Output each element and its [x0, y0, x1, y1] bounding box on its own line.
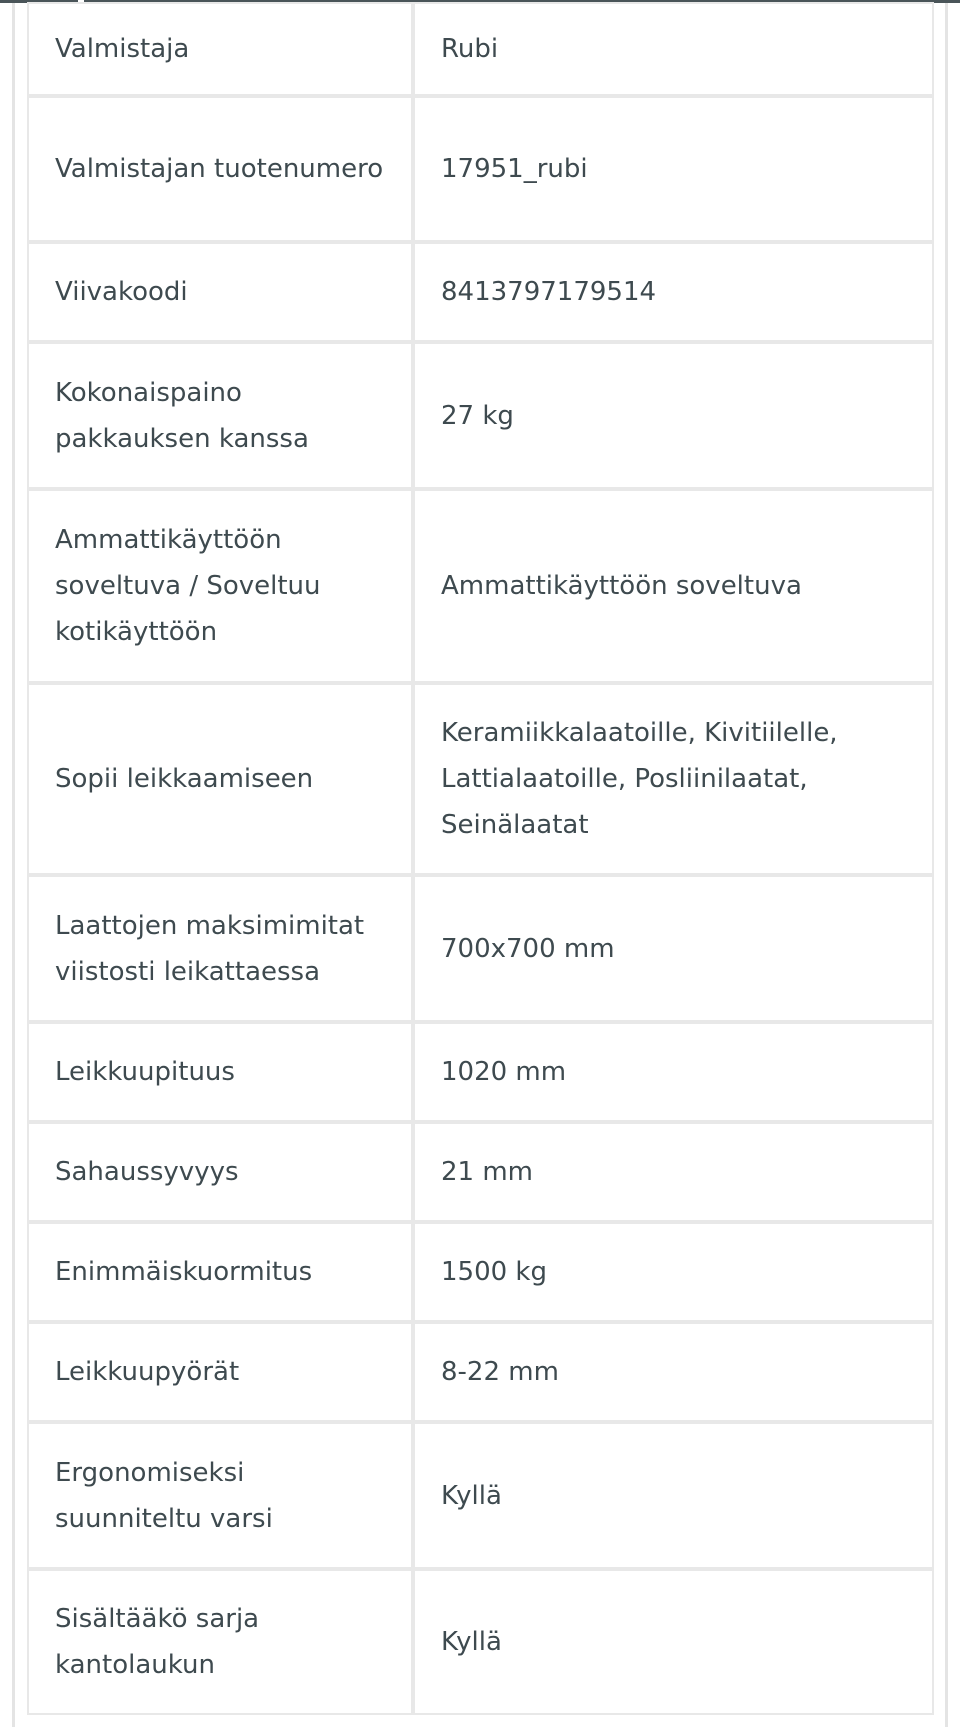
spec-row: [27, 342, 934, 489]
container-border-left: [12, 3, 15, 1727]
spec-label: Sopii leikkaamiseen: [27, 683, 413, 875]
spec-value: Ammattikäyttöön soveltuva: [413, 489, 934, 683]
spec-label: Valmistajan tuotenumero: [27, 96, 413, 242]
spec-label: Leikkuupituus: [27, 1022, 413, 1122]
spec-label: Kokonaispaino pakkauksen kanssa: [27, 342, 413, 489]
spec-row: [27, 1022, 934, 1122]
spec-row: [27, 1122, 934, 1222]
spec-row: [27, 1322, 934, 1422]
spec-row: [27, 96, 934, 242]
spec-label: Ergonomiseksi suunniteltu varsi: [27, 1422, 413, 1569]
spec-label: Leikkuupyörät: [27, 1322, 413, 1422]
spec-value: Kyllä: [413, 1422, 934, 1569]
spec-value: 1020 mm: [413, 1022, 934, 1122]
spec-row: [27, 2, 934, 96]
spec-row: [27, 683, 934, 875]
spec-row: [27, 489, 934, 683]
spec-label: Viivakoodi: [27, 242, 413, 342]
specifications-table: [27, 2, 934, 1715]
spec-value: 8413797179514: [413, 242, 934, 342]
spec-label: Enimmäiskuormitus: [27, 1222, 413, 1322]
spec-value: 1500 kg: [413, 1222, 934, 1322]
spec-label: Ammattikäyttöön soveltuva / Soveltuu kotikäyttöön: [27, 489, 413, 683]
spec-value: 8-22 mm: [413, 1322, 934, 1422]
spec-value: 27 kg: [413, 342, 934, 489]
spec-row: [27, 1222, 934, 1322]
spec-value: Kyllä: [413, 1569, 934, 1715]
spec-value: 17951_rubi: [413, 96, 934, 242]
spec-row: [27, 875, 934, 1022]
spec-row: [27, 1569, 934, 1715]
spec-value: Rubi: [413, 2, 934, 96]
spec-label: Laattojen maksimimitat viistosti leikattaessa: [27, 875, 413, 1022]
spec-label: Sisältääkö sarja kantolaukun: [27, 1569, 413, 1715]
spec-value: 700x700 mm: [413, 875, 934, 1022]
spec-row: [27, 242, 934, 342]
spec-value: 21 mm: [413, 1122, 934, 1222]
spec-label: Valmistaja: [27, 2, 413, 96]
spec-label: Sahaussyvyys: [27, 1122, 413, 1222]
spec-value: Keramiikkalaatoille, Kivitiilelle, Lattialaatoille, Posliinilaatat, Seinälaatat: [413, 683, 934, 875]
container-border-right: [945, 3, 948, 1727]
spec-row: [27, 1422, 934, 1569]
